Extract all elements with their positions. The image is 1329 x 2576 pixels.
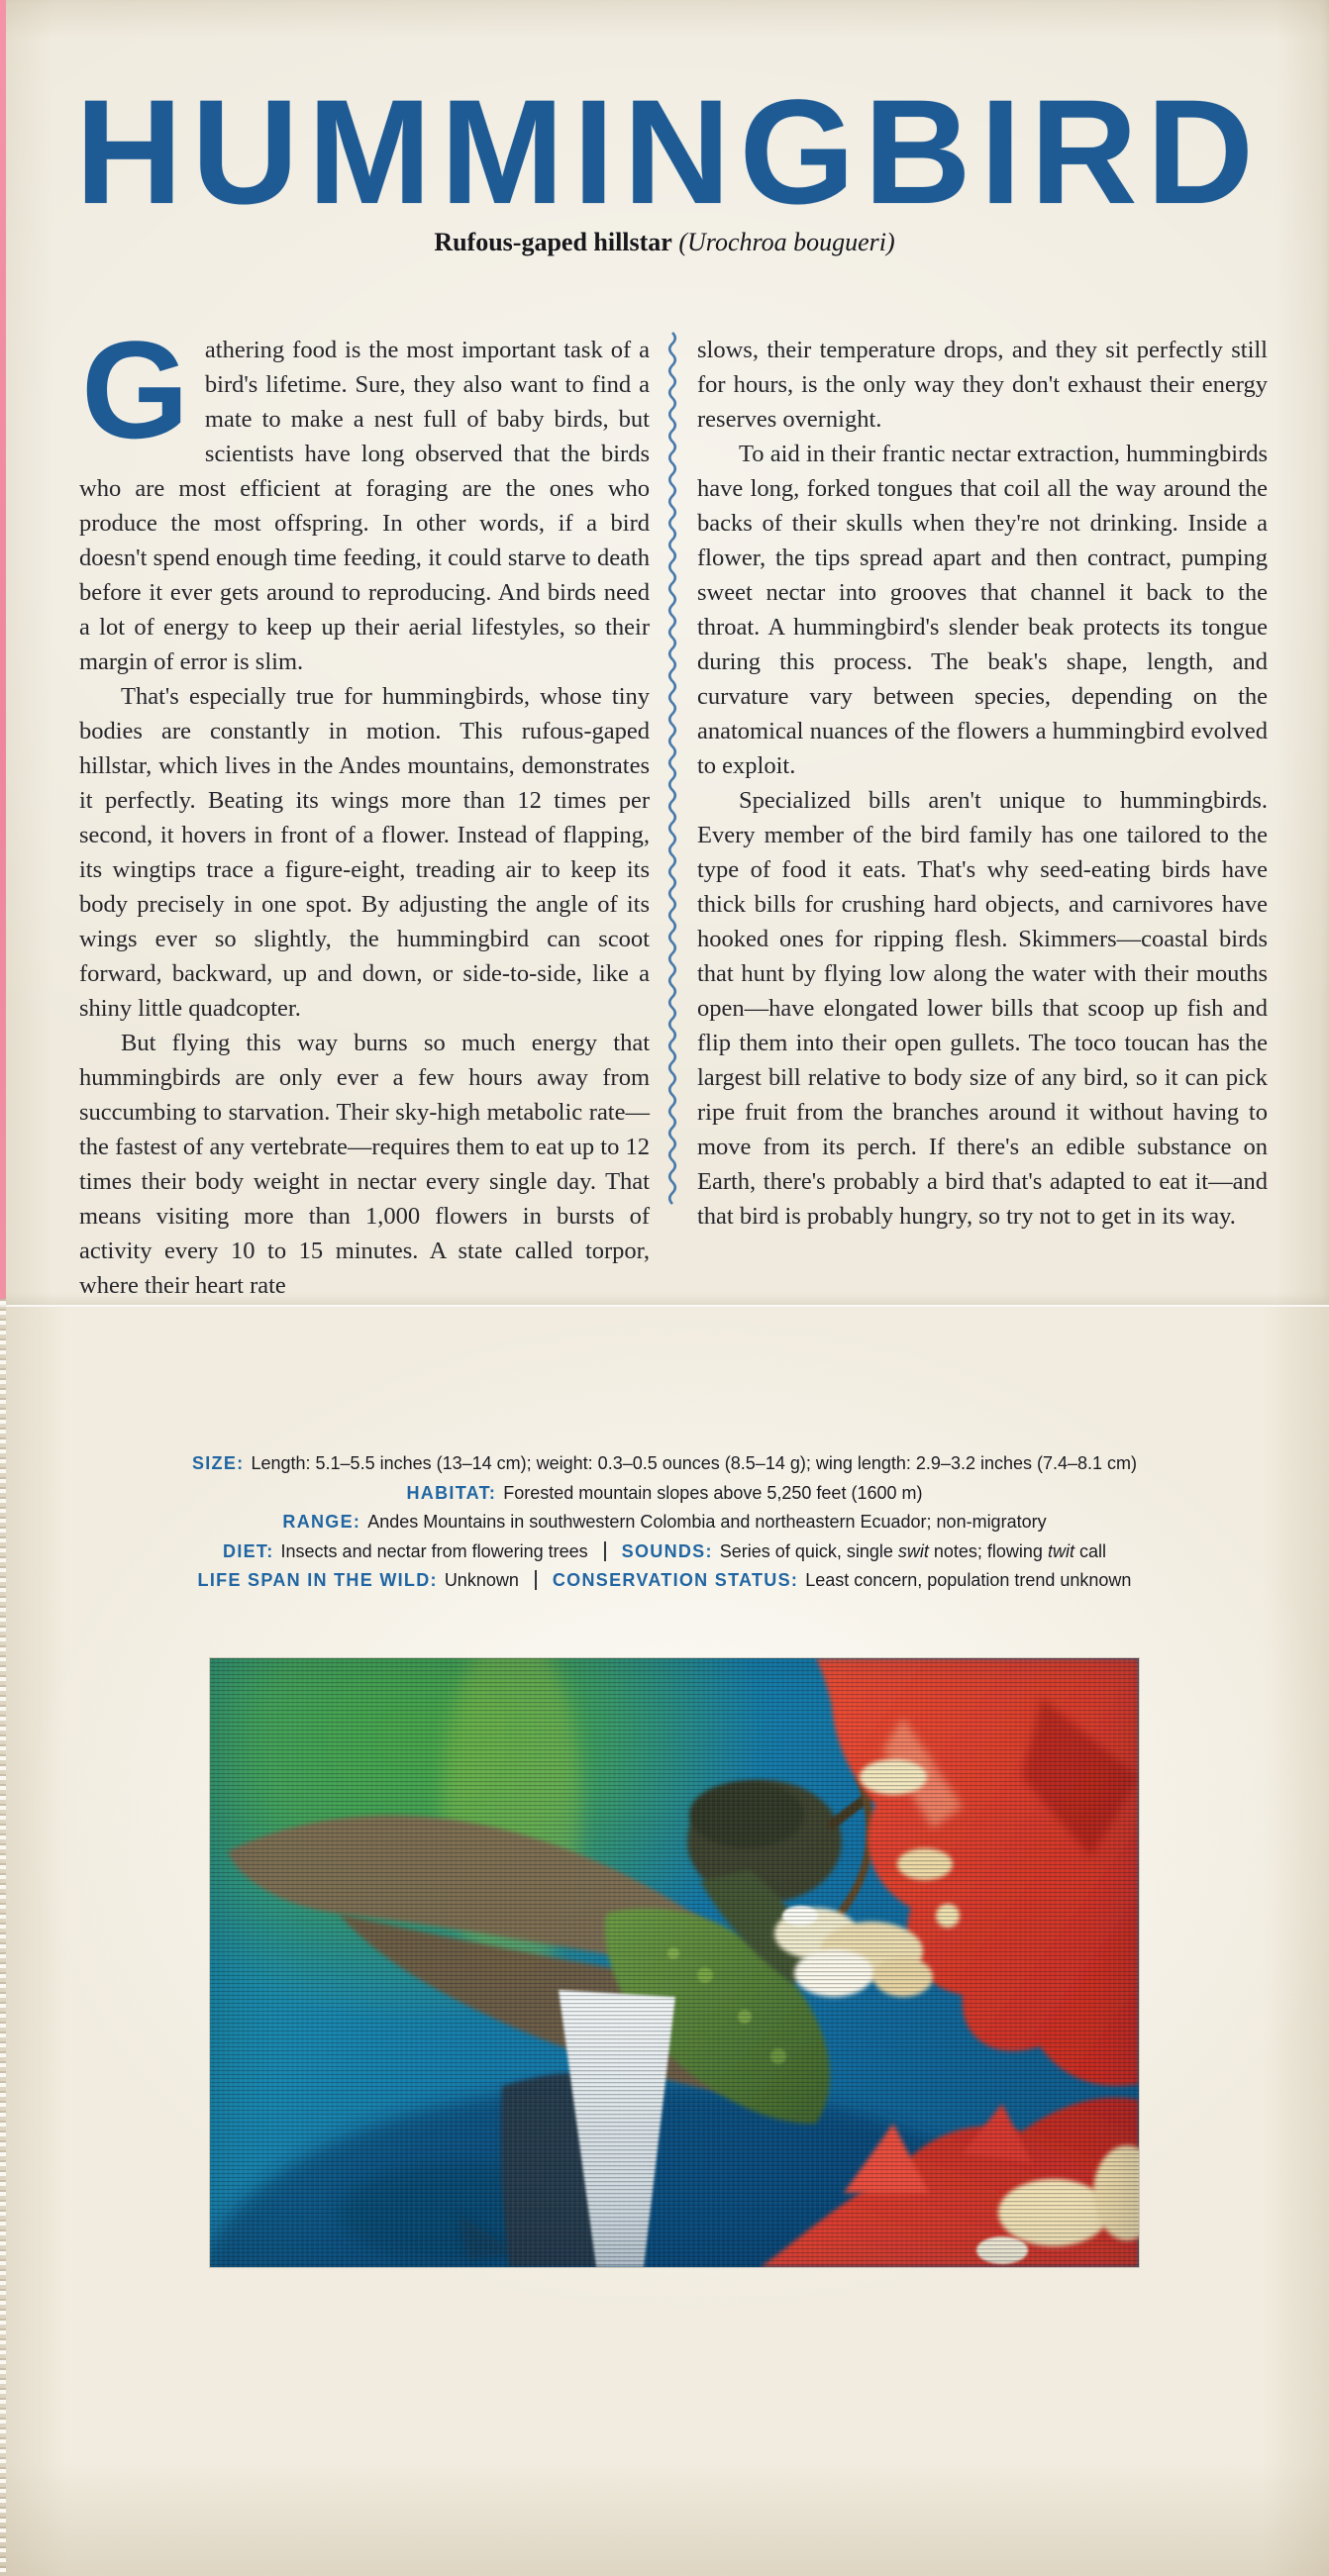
fact-value: swit [897,1540,929,1561]
fact-value: Length: 5.1–5.5 inches (13–14 cm); weight: 0.3–0.5 ounces (8.5–14 g); wing length: 2.9–3.2 inches (7.4–8.1 cm) [251,1453,1138,1473]
subtitle [0,228,1329,257]
scientific-name: (Urochroa bougueri) [678,228,895,256]
fact-label: SIZE: [191,1453,245,1473]
title-letter: I [979,68,1022,235]
title-letter: U [191,68,299,235]
paragraph: That's especially true for hummingbirds, whose tiny bodies are constantly in motion. This rufous-gaped hillstar, which lives in the Andes mountains, demonstrates it perfectly. Beating its wings more than 12 times per second, it hovers in front of a flower. Instead of flapping, its wingtips trace a figure-eight, treading air to keep its body precisely in one spot. By adjusting the angle of its wings ever so slightly, the hummingbird can scoot forward, backward, up and down, or side-to-side, like a shiny little quadcopter. [79,683,650,1022]
paragraph: Gathering food is the most important task of a bird's lifetime. Sure, they also want to find a mate to make a nest full of baby birds, but scientists have long observed that the birds who are most efficient at foraging are the ones who produce the most offspring. In other words, if a bird doesn't spend enough time feeding, it could starve to death before it ever gets around to reproducing. And birds need a lot of energy to keep up their aerial lifestyles, so their margin of error is slim. [79,312,650,675]
fact-line [110,1537,1219,1567]
fact-separator [535,1570,537,1590]
fact-label: SOUNDS: [621,1540,713,1561]
drop-cap: G [81,312,189,467]
column-divider-wave-icon [665,333,679,1204]
fact-label: RANGE: [282,1512,361,1532]
fact-label: LIFE SPAN IN THE WILD: [197,1570,438,1590]
fact-label: HABITAT: [406,1482,497,1503]
title-letter: M [307,68,432,235]
article-column-right [697,333,1268,1234]
fact-value: Insects and nectar from flowering trees [280,1540,588,1561]
page-title [75,68,1254,235]
hummingbird-photo [210,1658,1139,2267]
article-column-left [79,312,650,1303]
title-letter: D [1146,68,1254,235]
deckle-page-edge [0,1299,6,2574]
title-letter: I [572,68,615,235]
lenticular-scanlines [210,1658,1139,2267]
article-body [79,312,1268,1299]
fact-line [110,1566,1219,1596]
fact-value: Forested mountain slopes above 5,250 feet (1600 m) [503,1482,923,1503]
fact-label: DIET: [223,1540,274,1561]
fact-value: notes; flowing [928,1540,1048,1561]
paragraph: To aid in their frantic nectar extraction, hummingbirds have long, forked tongues that coil all the way around the backs of their skulls when they're not drinking. Inside a flower, the tips spread apart and then contract, pumping sweet nectar into grooves that channel it back to the throat. A hummingbird's slender beak protects its tongue during this process. The beak's shape, length, and curvature vary between species, depending on the anatomical nuances of the flowers a hummingbird evolved to exploit. [697,441,1268,779]
common-name: Rufous-gaped hillstar [434,228,672,256]
title-letter: G [739,68,856,235]
paragraph: Specialized bills aren't unique to hummingbirds. Every member of the bird family has one tailored to the type of food it eats. That's why seed-eating birds have thick bills for crushing hard objects, and carnivores have hooked ones for ripping flesh. Skimmers—coastal birds that hunt by flying low along the water with their mouths open—have elongated lower bills that scoop up fish and flip them into their open gullets. The toco toucan has the largest bill relative to body size of any bird, so it can pick ripe fruit from the branches around it without having to move from its perch. If there's an edible substance on Earth, there's probably a bird that's adapted to eat it—and that bird is probably hungry, so try not to get in its way. [697,787,1268,1230]
fact-value: call [1073,1540,1106,1561]
fact-value: Andes Mountains in southwestern Colombia and northeastern Ecuador; non-migratory [367,1512,1047,1532]
fact-value: Least concern, population trend unknown [805,1570,1132,1590]
title-letter: N [623,68,731,235]
fact-line [110,1449,1219,1479]
paragraph: slows, their temperature drops, and they sit perfectly still for hours, is the only way they don't exhaust their energy reserves overnight. [697,337,1268,433]
fact-value: twit [1047,1540,1074,1561]
adjacent-page-edge [0,0,6,1299]
fact-label: CONSERVATION STATUS: [552,1570,799,1590]
title-letter: B [864,68,971,235]
title-letter: M [440,68,564,235]
fact-line [110,1479,1219,1509]
facts-panel [110,1449,1219,1596]
fact-line [110,1508,1219,1537]
title-letter: H [75,68,183,235]
paragraph: But flying this way burns so much energy that hummingbirds are only ever a few hours away from succumbing to starvation. Their sky-high metabolic rate—the fastest of any vertebrate—requires them to eat up to 12 times their body weight in nectar every single day. That means visiting more than 1,000 flowers in bursts of activity every 10 to 15 minutes. A state called torpor, where their heart rate [79,1030,650,1299]
title-letter: R [1030,68,1138,235]
fact-value: Series of quick, single [719,1540,898,1561]
fact-value: Unknown [444,1570,519,1590]
fact-separator [604,1541,606,1561]
